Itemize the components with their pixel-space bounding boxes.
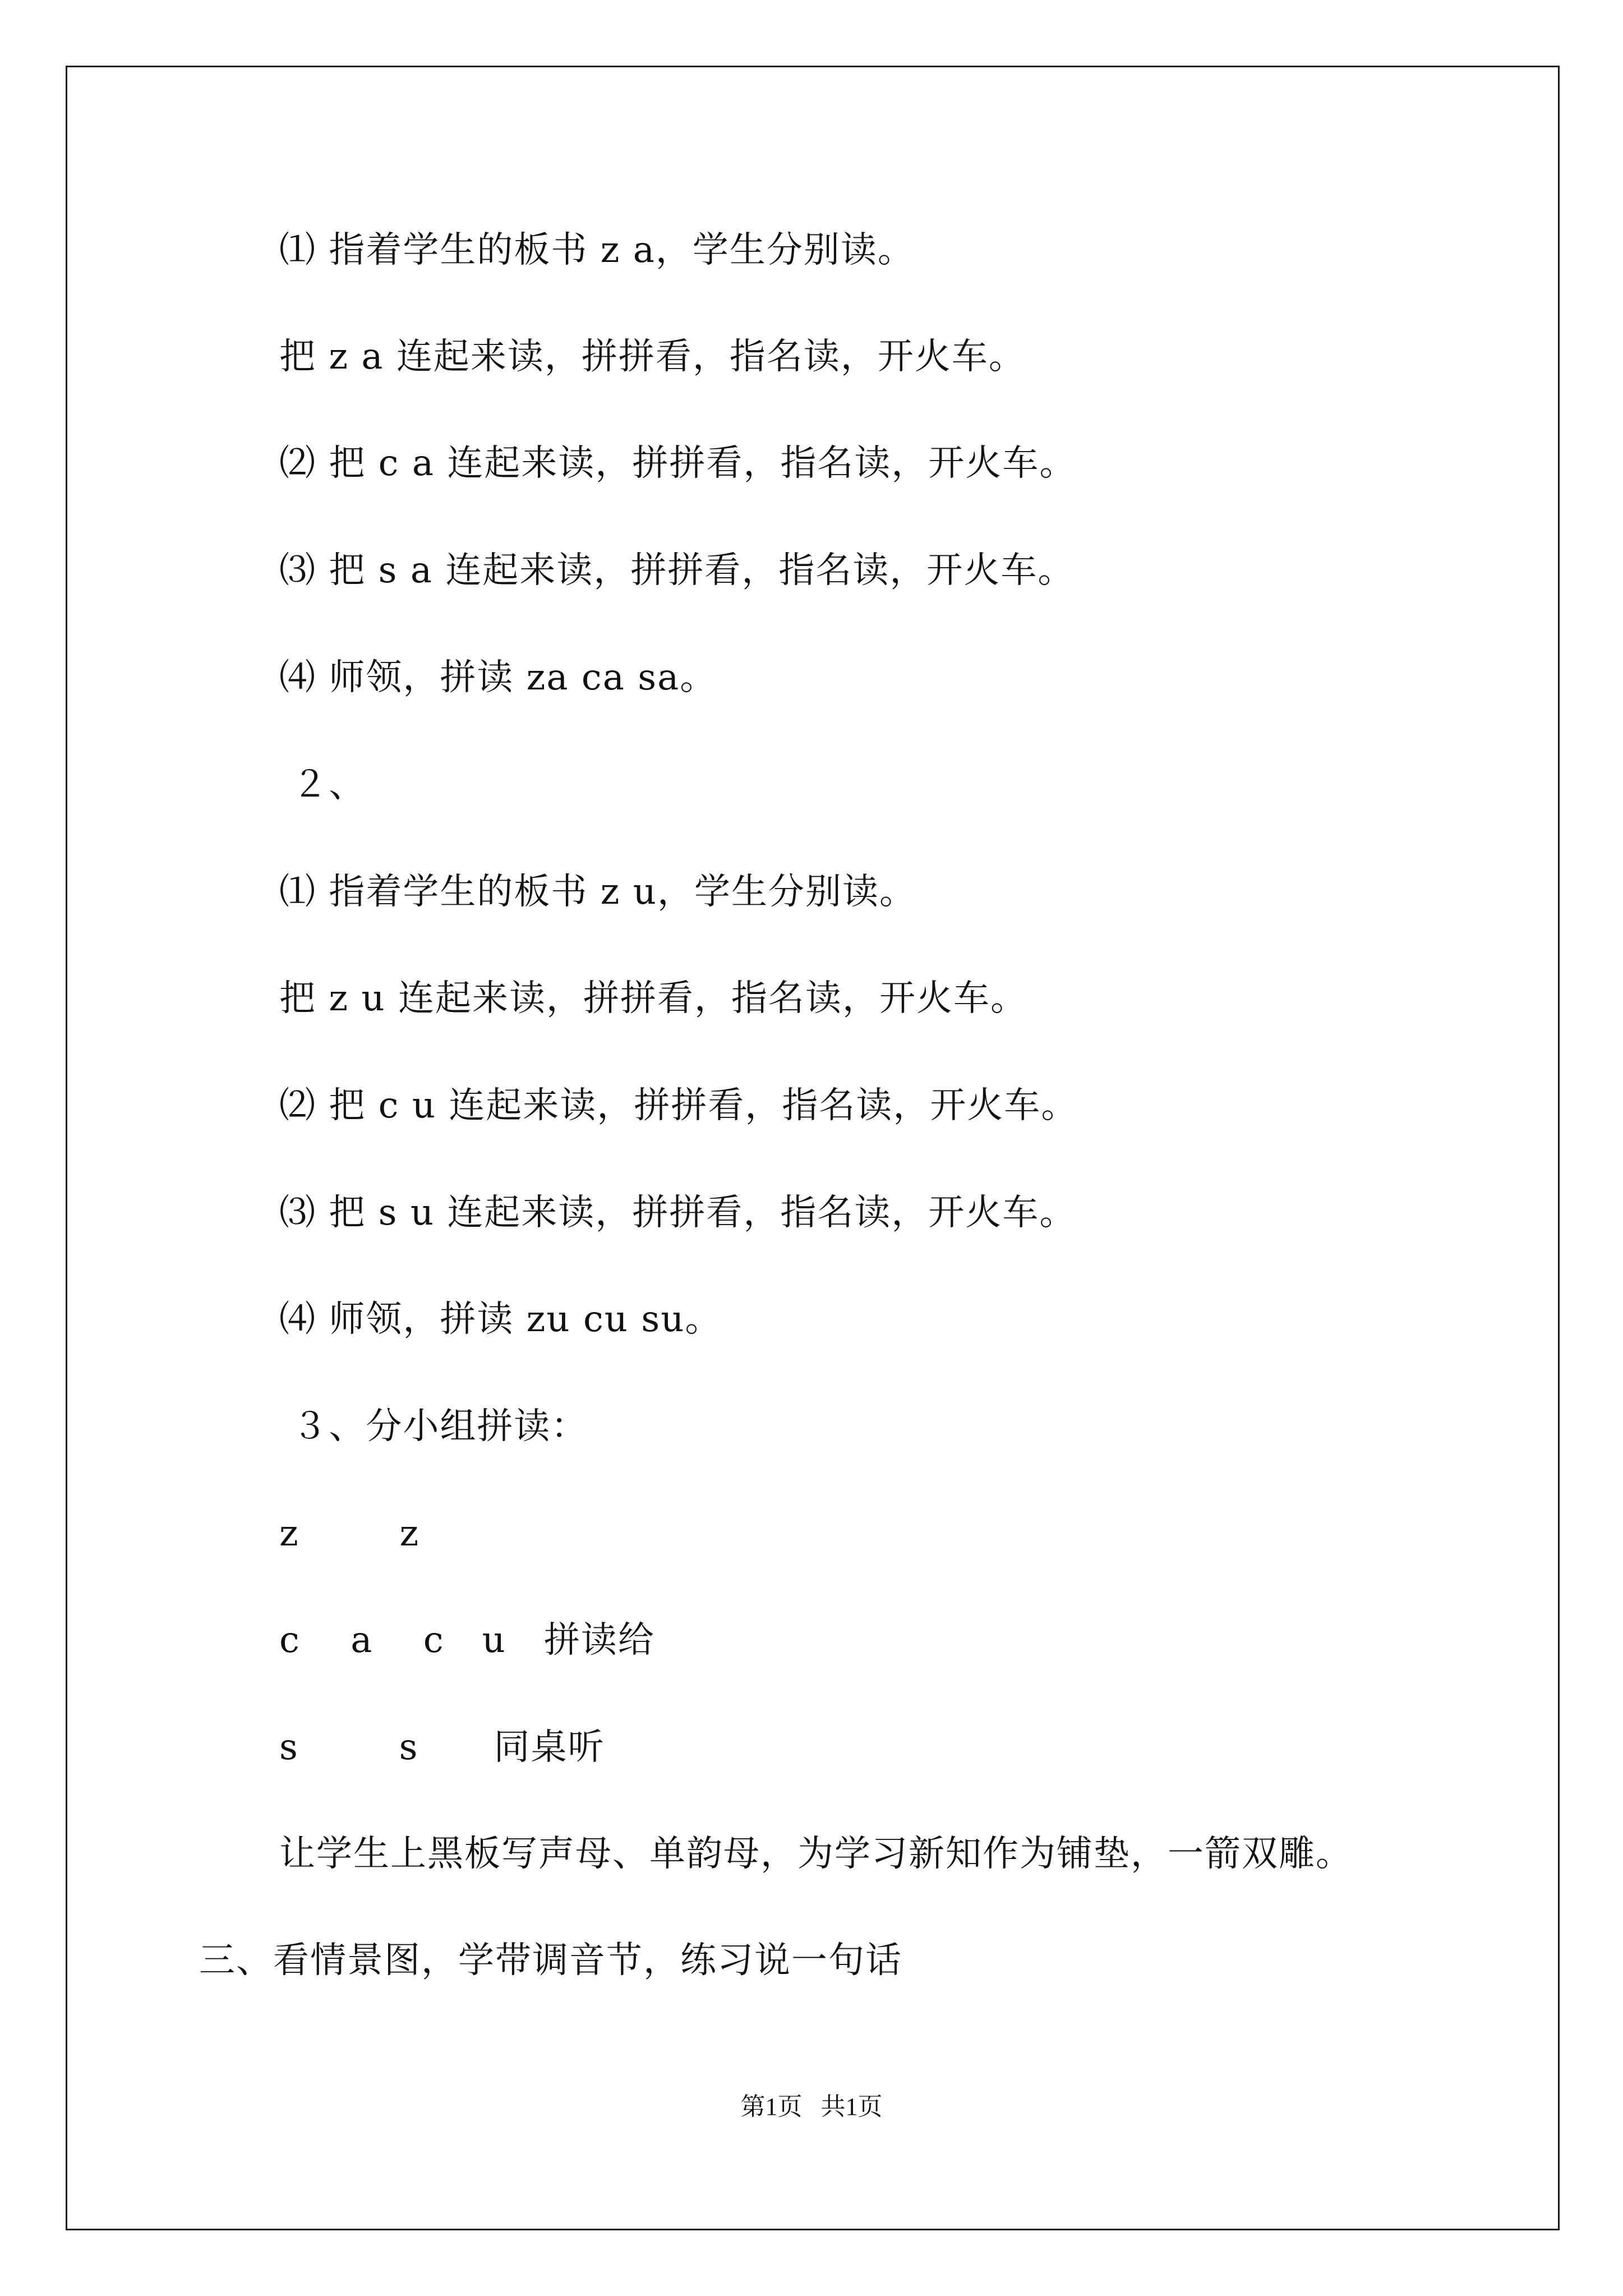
text-line-13: z z	[279, 1513, 420, 1554]
text-line-6: ２、	[279, 764, 366, 806]
text-line-5: ⑷ 师领，拼读 za ca sa。	[279, 657, 717, 698]
page-frame	[66, 66, 1560, 2230]
text-line-1: ⑴ 指着学生的板书 z a，学生分别读。	[279, 229, 915, 271]
text-line-14: c a c u 拼读给	[279, 1619, 655, 1661]
section-heading: 三、看情景图，学带调音节，练习说一句话	[199, 1940, 902, 1981]
text-line-16: 让学生上黑板写声母、单韵母，为学习新知作为铺垫，一箭双雕。	[279, 1833, 1353, 1875]
text-line-12: ３、分小组拼读：	[279, 1406, 588, 1447]
text-line-10: ⑶ 把 s u 连起来读，拼拼看，指名读，开火车。	[279, 1192, 1077, 1234]
page-footer: 第1页 共1页	[740, 2093, 883, 2120]
text-line-2: 把 z a 连起来读，拼拼看，指名读，开火车。	[279, 336, 1026, 378]
text-line-4: ⑶ 把 s a 连起来读，拼拼看，指名读，开火车。	[279, 550, 1075, 591]
text-line-7: ⑴ 指着学生的板书 z u，学生分别读。	[279, 871, 916, 913]
text-line-8: 把 z u 连起来读，拼拼看，指名读，开火车。	[279, 978, 1027, 1019]
text-line-3: ⑵ 把 c a 连起来读，拼拼看，指名读，开火车。	[279, 443, 1077, 484]
text-line-9: ⑵ 把 c u 连起来读，拼拼看，指名读，开火车。	[279, 1085, 1078, 1126]
text-line-11: ⑷ 师领，拼读 zu cu su。	[279, 1299, 722, 1340]
text-line-15: s s 同桌听	[279, 1727, 605, 1768]
